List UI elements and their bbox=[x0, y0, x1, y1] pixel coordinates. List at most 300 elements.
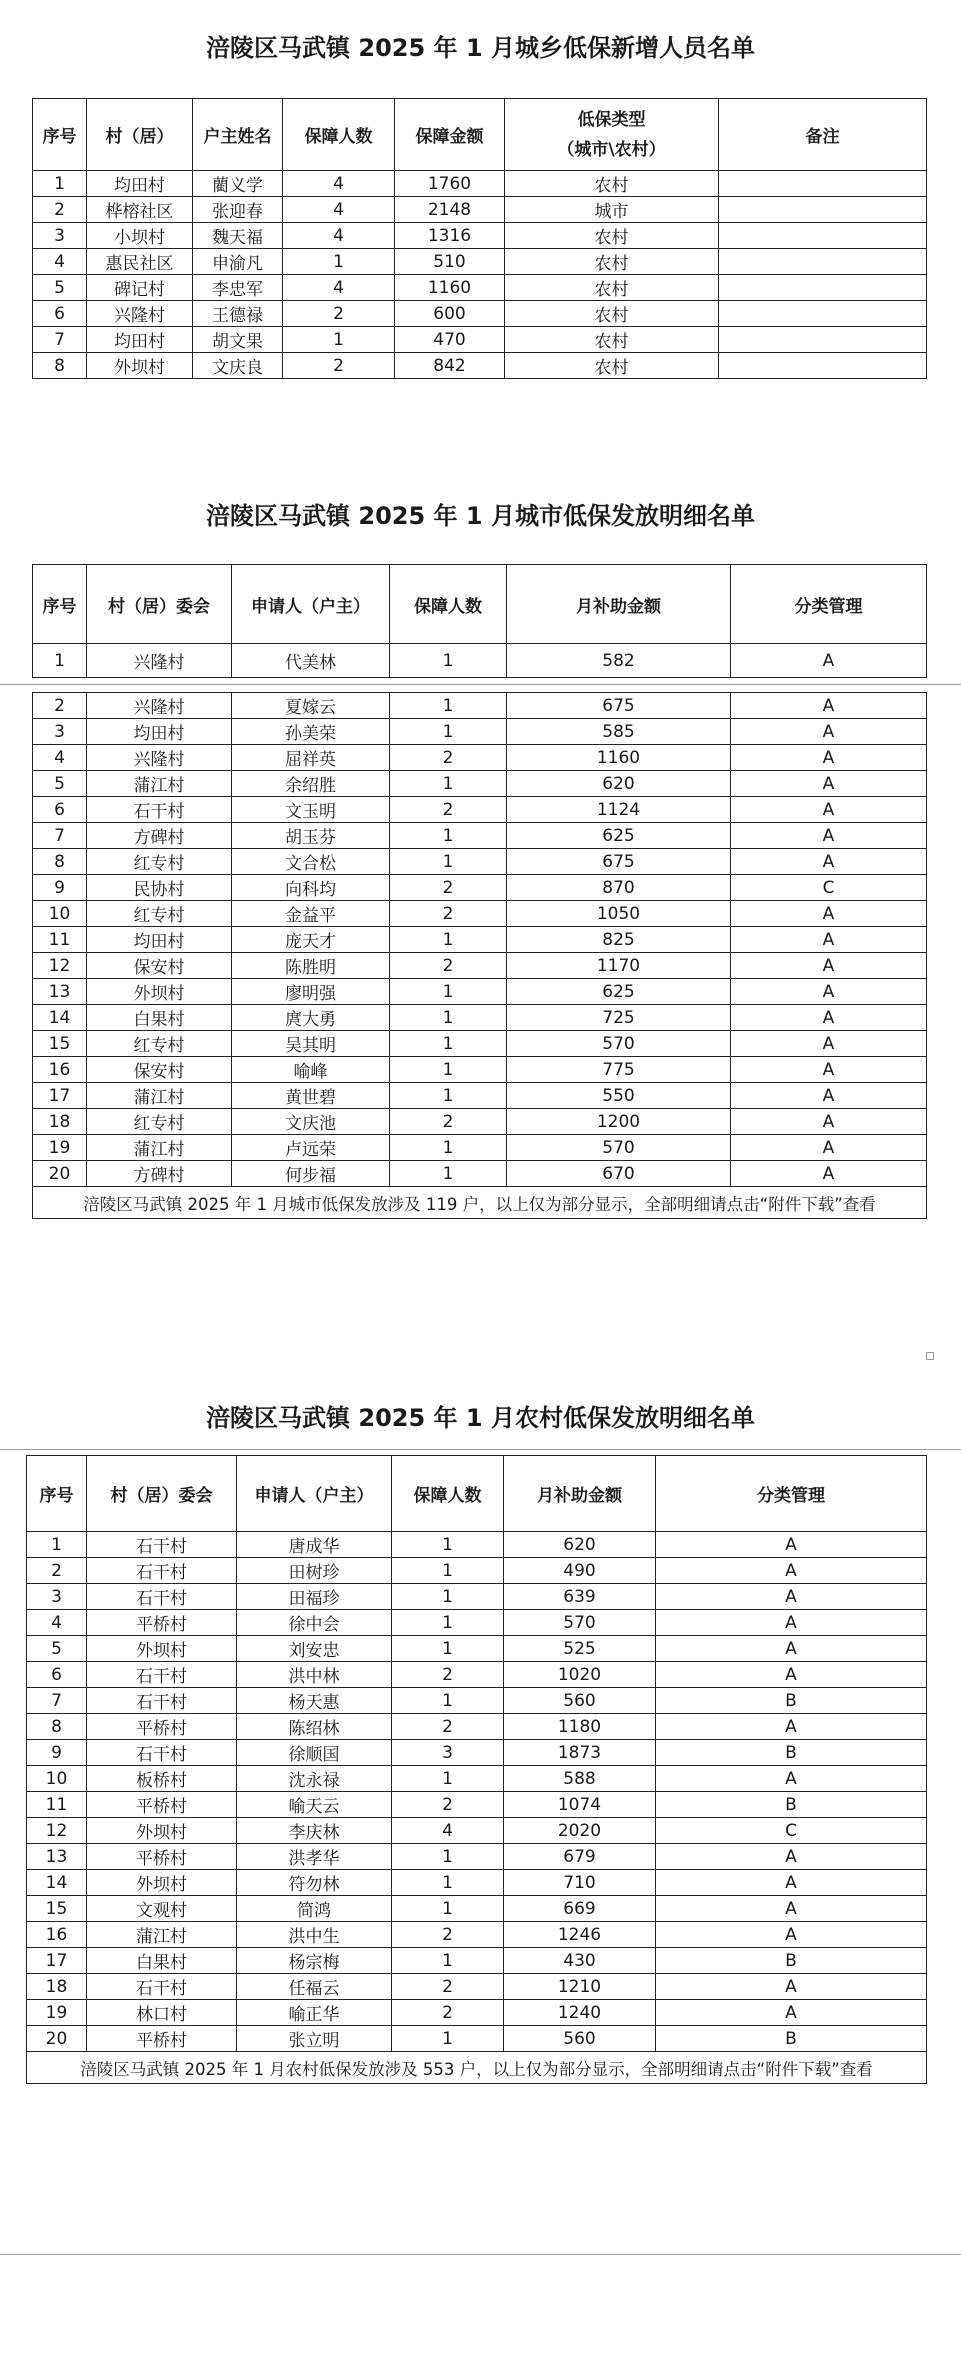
cell-village: 蒲江村 bbox=[87, 1083, 232, 1109]
cell-amount: 669 bbox=[504, 1896, 656, 1922]
header-type-line2: （城市\农村） bbox=[557, 139, 666, 160]
cell-index: 14 bbox=[33, 1005, 87, 1031]
cell-applicant: 符勿林 bbox=[237, 1870, 392, 1896]
cell-householder: 文庆良 bbox=[193, 353, 283, 379]
cell-village: 方碑村 bbox=[87, 823, 232, 849]
cell-index: 7 bbox=[33, 327, 87, 353]
cell-village: 外坝村 bbox=[87, 353, 193, 379]
cell-category: A bbox=[656, 1922, 927, 1948]
cell-index: 8 bbox=[33, 849, 87, 875]
cell-amount: 639 bbox=[504, 1584, 656, 1610]
rural-footnote: 涪陵区马武镇 2025 年 1 月农村低保发放涉及 553 户，以上仅为部分显示，全部明细请点击“附件下载”查看 bbox=[27, 2052, 927, 2084]
cell-village: 均田村 bbox=[87, 327, 193, 353]
cell-remark bbox=[719, 223, 927, 249]
cell-people: 1 bbox=[392, 1766, 504, 1792]
cell-applicant: 陈胜明 bbox=[232, 953, 390, 979]
cell-category: A bbox=[656, 1532, 927, 1558]
cell-village: 兴隆村 bbox=[87, 644, 232, 678]
cell-village: 惠民社区 bbox=[87, 249, 193, 275]
cell-village: 红专村 bbox=[87, 1031, 232, 1057]
cell-applicant: 余绍胜 bbox=[232, 771, 390, 797]
cell-applicant: 杨天惠 bbox=[237, 1688, 392, 1714]
cell-index: 6 bbox=[27, 1662, 87, 1688]
cell-applicant: 杨宗梅 bbox=[237, 1948, 392, 1974]
cell-amount: 725 bbox=[507, 1005, 731, 1031]
cell-applicant: 夏嫁云 bbox=[232, 693, 390, 719]
cell-applicant: 徐顺国 bbox=[237, 1740, 392, 1766]
cell-people: 1 bbox=[283, 249, 395, 275]
table-row bbox=[33, 693, 927, 719]
table-row bbox=[33, 1161, 927, 1187]
table-row bbox=[27, 1532, 927, 1558]
table-row bbox=[27, 1740, 927, 1766]
cell-remark bbox=[719, 353, 927, 379]
cell-amount: 2020 bbox=[504, 1818, 656, 1844]
cell-applicant: 文合松 bbox=[232, 849, 390, 875]
cell-householder: 魏天福 bbox=[193, 223, 283, 249]
cell-people: 1 bbox=[390, 771, 507, 797]
cell-type: 农村 bbox=[505, 223, 719, 249]
table-row bbox=[27, 1766, 927, 1792]
cell-amount: 588 bbox=[504, 1766, 656, 1792]
section2-title: 涪陵区马武镇 2025 年 1 月城市低保发放明细名单 bbox=[206, 502, 755, 530]
cell-amount: 1246 bbox=[504, 1922, 656, 1948]
cell-people: 2 bbox=[283, 353, 395, 379]
table-row bbox=[33, 1005, 927, 1031]
table-row bbox=[33, 275, 927, 301]
cell-village: 红专村 bbox=[87, 1109, 232, 1135]
cell-index: 5 bbox=[27, 1636, 87, 1662]
table-header-row bbox=[33, 565, 927, 644]
cell-village: 平桥村 bbox=[87, 1610, 237, 1636]
cell-category: A bbox=[656, 1610, 927, 1636]
cell-applicant: 沈永禄 bbox=[237, 1766, 392, 1792]
cell-amount: 510 bbox=[395, 249, 505, 275]
cell-amount: 582 bbox=[507, 644, 731, 678]
cell-village: 兴隆村 bbox=[87, 693, 232, 719]
header-type-line1: 低保类型 bbox=[577, 109, 646, 130]
cell-category: A bbox=[656, 1974, 927, 2000]
section1-title: 涪陵区马武镇 2025 年 1 月城乡低保新增人员名单 bbox=[206, 34, 755, 62]
table-header-row bbox=[33, 99, 927, 171]
header-cell: 保障人数 bbox=[283, 99, 395, 171]
cell-village: 均田村 bbox=[87, 927, 232, 953]
cell-amount: 620 bbox=[504, 1532, 656, 1558]
cell-applicant: 徐中会 bbox=[237, 1610, 392, 1636]
cell-village: 小坝村 bbox=[87, 223, 193, 249]
cell-people: 4 bbox=[283, 197, 395, 223]
cell-remark bbox=[719, 327, 927, 353]
table-row bbox=[27, 1662, 927, 1688]
footnote-row bbox=[33, 1187, 927, 1219]
cell-index: 16 bbox=[27, 1922, 87, 1948]
table-row bbox=[33, 1031, 927, 1057]
cell-category: B bbox=[656, 1948, 927, 1974]
cell-people: 1 bbox=[390, 693, 507, 719]
cell-type: 农村 bbox=[505, 275, 719, 301]
cell-category: A bbox=[731, 849, 927, 875]
cell-index: 15 bbox=[33, 1031, 87, 1057]
cell-remark bbox=[719, 249, 927, 275]
cell-village: 白果村 bbox=[87, 1948, 237, 1974]
cell-people: 1 bbox=[392, 1688, 504, 1714]
cell-people: 2 bbox=[392, 2000, 504, 2026]
cell-people: 1 bbox=[392, 1948, 504, 1974]
table-row bbox=[27, 1610, 927, 1636]
cell-category: B bbox=[656, 1740, 927, 1766]
cell-type: 农村 bbox=[505, 327, 719, 353]
table-row bbox=[27, 1870, 927, 1896]
cell-applicant: 吴其明 bbox=[232, 1031, 390, 1057]
cell-index: 11 bbox=[33, 927, 87, 953]
cell-householder: 申渝凡 bbox=[193, 249, 283, 275]
cell-people: 2 bbox=[390, 901, 507, 927]
cell-index: 4 bbox=[33, 745, 87, 771]
page-break-line bbox=[0, 684, 961, 685]
cell-amount: 675 bbox=[507, 849, 731, 875]
cell-applicant: 胡玉芬 bbox=[232, 823, 390, 849]
cell-village: 兴隆村 bbox=[87, 745, 232, 771]
cell-applicant: 向科均 bbox=[232, 875, 390, 901]
cell-people: 1 bbox=[390, 719, 507, 745]
cell-people: 1 bbox=[390, 644, 507, 678]
table-row bbox=[33, 327, 927, 353]
table-row bbox=[33, 927, 927, 953]
cell-people: 1 bbox=[392, 1844, 504, 1870]
cell-village: 石干村 bbox=[87, 1688, 237, 1714]
cell-people: 1 bbox=[390, 1031, 507, 1057]
cell-people: 2 bbox=[392, 1662, 504, 1688]
cell-people: 4 bbox=[283, 275, 395, 301]
cell-category: C bbox=[656, 1818, 927, 1844]
cell-index: 5 bbox=[33, 771, 87, 797]
cell-village: 外坝村 bbox=[87, 979, 232, 1005]
cell-amount: 585 bbox=[507, 719, 731, 745]
cell-category: A bbox=[731, 901, 927, 927]
cell-applicant: 庹大勇 bbox=[232, 1005, 390, 1031]
cell-index: 18 bbox=[33, 1109, 87, 1135]
cell-village: 白果村 bbox=[87, 1005, 232, 1031]
table-row bbox=[27, 1948, 927, 1974]
header-cell: 村（居）委会 bbox=[87, 1456, 237, 1532]
cell-index: 4 bbox=[33, 249, 87, 275]
cell-index: 2 bbox=[27, 1558, 87, 1584]
cell-type: 农村 bbox=[505, 249, 719, 275]
cell-index: 14 bbox=[27, 1870, 87, 1896]
cell-category: A bbox=[731, 1057, 927, 1083]
footnote-row bbox=[27, 2052, 927, 2084]
cell-people: 1 bbox=[390, 849, 507, 875]
cell-people: 1 bbox=[392, 1610, 504, 1636]
cell-category: A bbox=[731, 927, 927, 953]
cell-applicant: 孙美荣 bbox=[232, 719, 390, 745]
cell-applicant: 唐成华 bbox=[237, 1532, 392, 1558]
table-row bbox=[27, 1558, 927, 1584]
cell-remark bbox=[719, 171, 927, 197]
cell-index: 6 bbox=[33, 301, 87, 327]
cell-index: 11 bbox=[27, 1792, 87, 1818]
cell-people: 1 bbox=[390, 1057, 507, 1083]
cell-index: 7 bbox=[33, 823, 87, 849]
cell-applicant: 喻正华 bbox=[237, 2000, 392, 2026]
cell-category: A bbox=[656, 1896, 927, 1922]
cell-amount: 675 bbox=[507, 693, 731, 719]
cell-category: A bbox=[656, 1584, 927, 1610]
cell-category: A bbox=[731, 1135, 927, 1161]
table-row bbox=[27, 1792, 927, 1818]
table-row bbox=[33, 849, 927, 875]
cell-applicant: 洪中生 bbox=[237, 1922, 392, 1948]
cell-amount: 1180 bbox=[504, 1714, 656, 1740]
cell-amount: 775 bbox=[507, 1057, 731, 1083]
cell-people: 4 bbox=[392, 1818, 504, 1844]
cell-amount: 1170 bbox=[507, 953, 731, 979]
new-members-table bbox=[32, 98, 927, 379]
cell-category: A bbox=[731, 719, 927, 745]
cell-village: 兴隆村 bbox=[87, 301, 193, 327]
cell-applicant: 田福珍 bbox=[237, 1584, 392, 1610]
header-cell: 村（居） bbox=[87, 99, 193, 171]
cell-applicant: 田树珍 bbox=[237, 1558, 392, 1584]
resize-handle-marker bbox=[926, 1352, 934, 1360]
cell-category: A bbox=[731, 1031, 927, 1057]
cell-applicant: 简鸿 bbox=[237, 1896, 392, 1922]
cell-category: A bbox=[656, 2000, 927, 2026]
header-cell: 分类管理 bbox=[656, 1456, 927, 1532]
cell-people: 3 bbox=[392, 1740, 504, 1766]
cell-index: 2 bbox=[33, 197, 87, 223]
cell-amount: 600 bbox=[395, 301, 505, 327]
cell-people: 1 bbox=[390, 979, 507, 1005]
cell-people: 1 bbox=[392, 1558, 504, 1584]
cell-amount: 870 bbox=[507, 875, 731, 901]
table-header-row bbox=[27, 1456, 927, 1532]
cell-category: A bbox=[731, 693, 927, 719]
table-row bbox=[27, 1922, 927, 1948]
cell-amount: 550 bbox=[507, 1083, 731, 1109]
cell-amount: 1124 bbox=[507, 797, 731, 823]
cell-amount: 842 bbox=[395, 353, 505, 379]
cell-applicant: 何步福 bbox=[232, 1161, 390, 1187]
cell-amount: 430 bbox=[504, 1948, 656, 1974]
cell-index: 12 bbox=[33, 953, 87, 979]
cell-remark bbox=[719, 275, 927, 301]
cell-amount: 1200 bbox=[507, 1109, 731, 1135]
cell-village: 保安村 bbox=[87, 1057, 232, 1083]
cell-applicant: 屈祥英 bbox=[232, 745, 390, 771]
cell-village: 板桥村 bbox=[87, 1766, 237, 1792]
cell-householder: 张迎春 bbox=[193, 197, 283, 223]
cell-type: 农村 bbox=[505, 171, 719, 197]
cell-applicant: 代美林 bbox=[232, 644, 390, 678]
cell-village: 文观村 bbox=[87, 1896, 237, 1922]
table-row bbox=[33, 953, 927, 979]
rural-table bbox=[26, 1455, 927, 2084]
cell-index: 16 bbox=[33, 1057, 87, 1083]
cell-village: 林口村 bbox=[87, 2000, 237, 2026]
table-row bbox=[33, 719, 927, 745]
cell-applicant: 文庆池 bbox=[232, 1109, 390, 1135]
cell-people: 1 bbox=[392, 1870, 504, 1896]
cell-index: 8 bbox=[33, 353, 87, 379]
cell-people: 2 bbox=[392, 1714, 504, 1740]
cell-applicant: 廖明强 bbox=[232, 979, 390, 1005]
cell-amount: 470 bbox=[395, 327, 505, 353]
cell-householder: 李忠军 bbox=[193, 275, 283, 301]
cell-index: 1 bbox=[33, 171, 87, 197]
header-cell: 申请人（户主） bbox=[237, 1456, 392, 1532]
cell-index: 20 bbox=[33, 1161, 87, 1187]
header-cell: 备注 bbox=[719, 99, 927, 171]
cell-village: 外坝村 bbox=[87, 1818, 237, 1844]
cell-index: 4 bbox=[27, 1610, 87, 1636]
cell-village: 平桥村 bbox=[87, 1714, 237, 1740]
cell-amount: 1873 bbox=[504, 1740, 656, 1766]
cell-index: 8 bbox=[27, 1714, 87, 1740]
table-row bbox=[33, 797, 927, 823]
cell-category: A bbox=[731, 979, 927, 1005]
cell-people: 1 bbox=[390, 1005, 507, 1031]
cell-amount: 1160 bbox=[507, 745, 731, 771]
cell-applicant: 任福云 bbox=[237, 1974, 392, 2000]
cell-applicant: 洪中林 bbox=[237, 1662, 392, 1688]
cell-village: 石干村 bbox=[87, 1740, 237, 1766]
cell-category: A bbox=[656, 1714, 927, 1740]
cell-people: 2 bbox=[392, 1922, 504, 1948]
header-cell: 保障人数 bbox=[392, 1456, 504, 1532]
cell-amount: 2148 bbox=[395, 197, 505, 223]
cell-category: A bbox=[656, 1662, 927, 1688]
cell-people: 4 bbox=[283, 223, 395, 249]
table-row bbox=[27, 2026, 927, 2052]
cell-people: 2 bbox=[390, 1109, 507, 1135]
cell-applicant: 庞天才 bbox=[232, 927, 390, 953]
cell-village: 红专村 bbox=[87, 849, 232, 875]
cell-index: 6 bbox=[33, 797, 87, 823]
cell-index: 13 bbox=[27, 1844, 87, 1870]
cell-applicant: 洪孝华 bbox=[237, 1844, 392, 1870]
cell-village: 平桥村 bbox=[87, 1844, 237, 1870]
cell-category: A bbox=[731, 1005, 927, 1031]
cell-householder: 胡文果 bbox=[193, 327, 283, 353]
cell-village: 桦榕社区 bbox=[87, 197, 193, 223]
table-row bbox=[33, 901, 927, 927]
header-cell: 序号 bbox=[33, 565, 87, 644]
cell-applicant: 卢远荣 bbox=[232, 1135, 390, 1161]
cell-category: A bbox=[656, 1844, 927, 1870]
cell-index: 20 bbox=[27, 2026, 87, 2052]
header-cell: 月补助金额 bbox=[504, 1456, 656, 1532]
cell-applicant: 陈绍林 bbox=[237, 1714, 392, 1740]
cell-index: 19 bbox=[33, 1135, 87, 1161]
cell-people: 1 bbox=[390, 1083, 507, 1109]
table-row bbox=[33, 644, 927, 678]
cell-village: 红专村 bbox=[87, 901, 232, 927]
table-row bbox=[27, 1844, 927, 1870]
cell-category: A bbox=[731, 797, 927, 823]
cell-type: 农村 bbox=[505, 301, 719, 327]
cell-amount: 560 bbox=[504, 2026, 656, 2052]
cell-index: 10 bbox=[27, 1766, 87, 1792]
cell-category: A bbox=[731, 745, 927, 771]
table-row bbox=[33, 301, 927, 327]
cell-category: A bbox=[731, 1161, 927, 1187]
table-row bbox=[33, 197, 927, 223]
cell-index: 10 bbox=[33, 901, 87, 927]
cell-amount: 825 bbox=[507, 927, 731, 953]
table-row bbox=[33, 1083, 927, 1109]
table-row bbox=[27, 1818, 927, 1844]
cell-village: 蒲江村 bbox=[87, 1135, 232, 1161]
urban-body-table bbox=[32, 692, 927, 1219]
section3-title: 涪陵区马武镇 2025 年 1 月农村低保发放明细名单 bbox=[206, 1404, 755, 1432]
cell-amount: 710 bbox=[504, 1870, 656, 1896]
cell-amount: 620 bbox=[507, 771, 731, 797]
cell-index: 3 bbox=[27, 1584, 87, 1610]
header-cell: 序号 bbox=[33, 99, 87, 171]
cell-index: 3 bbox=[33, 719, 87, 745]
table-row bbox=[27, 1636, 927, 1662]
cell-index: 15 bbox=[27, 1896, 87, 1922]
cell-amount: 525 bbox=[504, 1636, 656, 1662]
cell-village: 石干村 bbox=[87, 797, 232, 823]
cell-people: 1 bbox=[390, 1161, 507, 1187]
cell-remark bbox=[719, 197, 927, 223]
cell-amount: 570 bbox=[507, 1135, 731, 1161]
cell-people: 2 bbox=[390, 797, 507, 823]
header-cell: 序号 bbox=[27, 1456, 87, 1532]
cell-village: 蒲江村 bbox=[87, 771, 232, 797]
cell-amount: 570 bbox=[507, 1031, 731, 1057]
cell-people: 1 bbox=[392, 2026, 504, 2052]
cell-index: 17 bbox=[27, 1948, 87, 1974]
table-row bbox=[33, 1057, 927, 1083]
cell-applicant: 张立明 bbox=[237, 2026, 392, 2052]
cell-people: 1 bbox=[392, 1636, 504, 1662]
cell-amount: 625 bbox=[507, 823, 731, 849]
cell-householder: 藺义学 bbox=[193, 171, 283, 197]
cell-category: B bbox=[656, 2026, 927, 2052]
cell-amount: 490 bbox=[504, 1558, 656, 1584]
cell-category: A bbox=[731, 1083, 927, 1109]
cell-amount: 1210 bbox=[504, 1974, 656, 2000]
cell-index: 19 bbox=[27, 2000, 87, 2026]
table-row bbox=[27, 2000, 927, 2026]
header-cell: 户主姓名 bbox=[193, 99, 283, 171]
cell-index: 9 bbox=[27, 1740, 87, 1766]
header-cell: 申请人（户主） bbox=[232, 565, 390, 644]
table-row bbox=[33, 353, 927, 379]
header-cell: 保障人数 bbox=[390, 565, 507, 644]
cell-applicant: 李庆林 bbox=[237, 1818, 392, 1844]
cell-index: 17 bbox=[33, 1083, 87, 1109]
cell-amount: 1316 bbox=[395, 223, 505, 249]
cell-village: 石干村 bbox=[87, 1974, 237, 2000]
table-row bbox=[33, 875, 927, 901]
cell-index: 1 bbox=[33, 644, 87, 678]
cell-amount: 1074 bbox=[504, 1792, 656, 1818]
table-row bbox=[33, 771, 927, 797]
header-cell: 村（居）委会 bbox=[87, 565, 232, 644]
cell-people: 2 bbox=[390, 875, 507, 901]
cell-applicant: 刘安忠 bbox=[237, 1636, 392, 1662]
cell-village: 均田村 bbox=[87, 171, 193, 197]
cell-people: 1 bbox=[390, 927, 507, 953]
table-row bbox=[33, 823, 927, 849]
cell-index: 7 bbox=[27, 1688, 87, 1714]
cell-category: A bbox=[656, 1558, 927, 1584]
cell-category: A bbox=[656, 1766, 927, 1792]
